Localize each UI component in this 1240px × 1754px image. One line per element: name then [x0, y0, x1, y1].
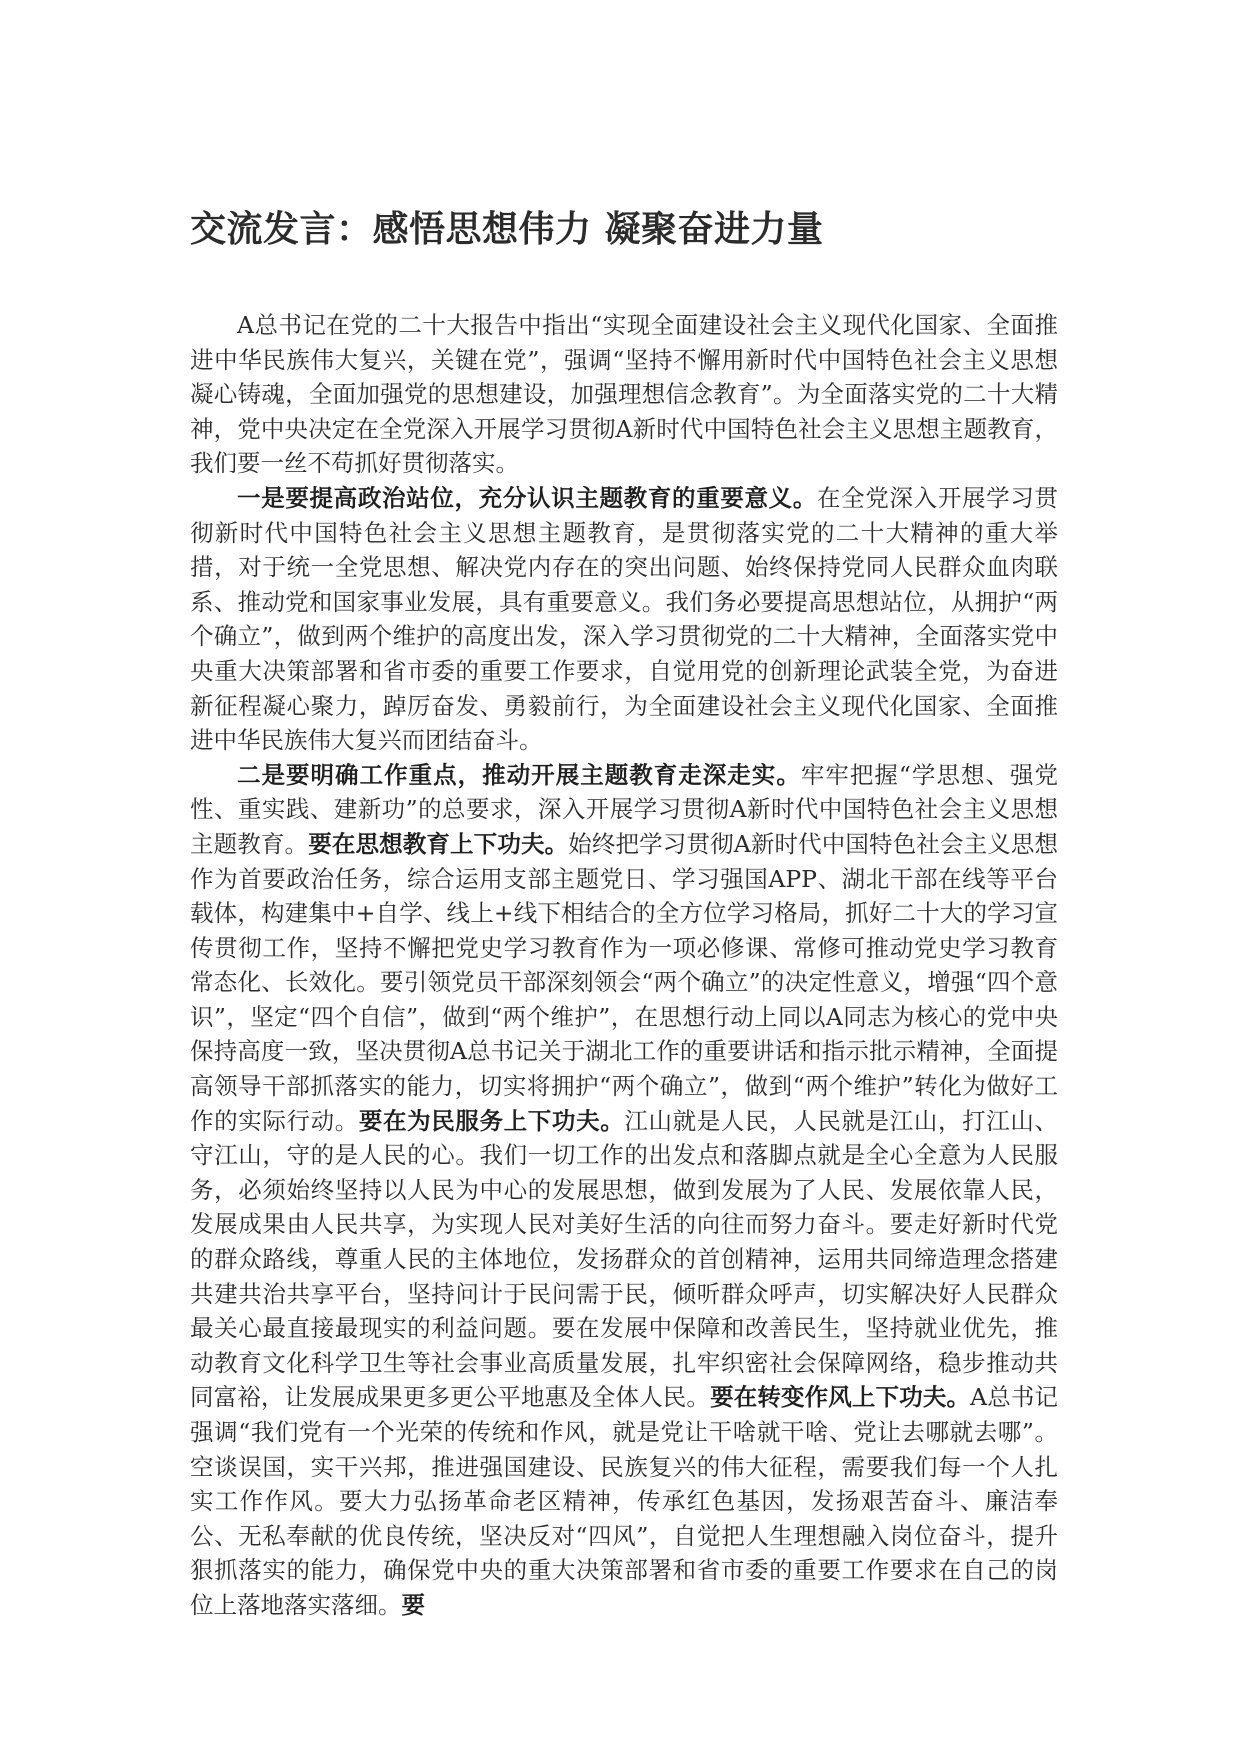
- ideological-education-text: 始终把学习贯彻A新时代中国特色社会主义思想作为首要政治任务，综合运用支部主题党日、学习强国APP、湖北干部在线等平台载体，构建集中+自学、线上+线下相结合的全方位学习格局，抓好二十大的学习宣传贯彻工作，坚持不懈把党史学习教育作为一项必修课、常修可推动党史学习教育常态化、长效化。要引领党员干部深刻领会“两个确立”的决定性意义，增强“四个意识”，坚定“四个自信”，做到“两个维护”，在思想行动上同以A同志为核心的党中央保持高度一致，坚决贯彻A总书记关于湖北工作的重要讲话和指示批示精神，全面提高领导干部抓落实的能力，切实将拥护“两个确立”，做到“两个维护”转化为做好工作的实际行动。: [190, 829, 1059, 1135]
- paragraph-work-focus: [190, 758, 1058, 1623]
- subheading-serving-people: 要在为民服务上下功夫。: [358, 1106, 625, 1135]
- work-style-text: A总书记强调“我们党有一个光荣的传统和作风，就是党让干啥就干啥、党让去哪就去哪”。空谈误国，实干兴邦，推进强国建设、民族复兴的伟大征程，需要我们每一个人扎实工作作风。要大力弘扬革命老区精神，传承红色基因，发扬艰苦奋斗、廉洁奉公、无私奉献的优良传统，坚决反对“四风”，自觉把人生理想融入岗位奋斗，提升狠抓落实的能力，确保党中央的重大决策部署和省市委的重要工作要求在自己的岗位上落地落实落细。: [190, 1383, 1059, 1619]
- section-heading-1: 一是要提高政治站位，充分认识主题教育的重要意义。: [237, 483, 817, 512]
- paragraph-political-stance-text: 在全党深入开展学习贯彻新时代中国特色社会主义思想主题教育，是贯彻落实党的二十大精神的重大举措，对于统一全党思想、解决党内存在的突出问题、始终保持党同人民群众血肉联系、推动党和国家事业发展，具有重要意义。我们务必要提高思想站位，从拥护“两个确立”，做到两个维护的高度出发，深入学习贯彻党的二十大精神，全面落实党中央重大决策部署和省市委的重要工作要求，自觉用党的创新理论武装全党，为奋进新征程凝心聚力，踔厉奋发、勇毅前行，为全面建设社会主义现代化国家、全面推进中华民族伟大复兴而团结奋斗。: [190, 483, 1058, 755]
- subheading-work-style: 要在转变作风上下功夫。: [710, 1383, 971, 1412]
- paragraph-political-stance: [190, 481, 1058, 758]
- section-heading-2: 二是要明确工作重点，推动开展主题教育走深走实。: [237, 760, 801, 789]
- work-focus-intro-text: 牢牢把握“学思想、强党性、重实践、建新功”的总要求，深入开展学习贯彻A新时代中国特色社会主义思想主题教育。: [190, 760, 1059, 858]
- serving-people-text: 江山就是人民，人民就是江山，打江山、守江山，守的是人民的心。我们一切工作的出发点和落脚点就是全心全意为人民服务，必须始终坚持以人民为中心的发展思想，做到发展为了人民、发展依靠人民，发展成果由人民共享，为实现人民对美好生活的向往而努力奋斗。要走好新时代党的群众路线，尊重人民的主体地位，发扬群众的首创精神，运用共同缔造理念搭建共建共治共享平台，坚持问计于民问需于民，倾听群众呼声，切实解决好人民群众最关心最直接最现实的利益问题。要在发展中保障和改善民生，坚持就业优先，推动教育文化科学卫生等社会事业高质量发展，扎牢织密社会保障网络，稳步推动共同富裕，让发展成果更多更公平地惠及全体人民。: [190, 1106, 1059, 1412]
- document-body: [190, 308, 1058, 1623]
- document-title: 交流发言：感悟思想伟力 凝聚奋进力量: [190, 209, 824, 250]
- subheading-ideological-education: 要在思想教育上下功夫。: [308, 829, 569, 858]
- trailing-bold-fragment: 要: [401, 1590, 425, 1619]
- paragraph-intro-text: A总书记在党的二十大报告中指出“实现全面建设社会主义现代化国家、全面推进中华民族伟大复兴，关键在党”，强调“坚持不懈用新时代中国特色社会主义思想凝心铸魂，全面加强党的思想建设，加强理想信念教育”。为全面落实党的二十大精神，党中央决定在全党深入开展学习贯彻A新时代中国特色社会主义思想主题教育，我们要一丝不苟抓好贯彻落实。: [190, 311, 1058, 478]
- paragraph-intro: [190, 308, 1058, 481]
